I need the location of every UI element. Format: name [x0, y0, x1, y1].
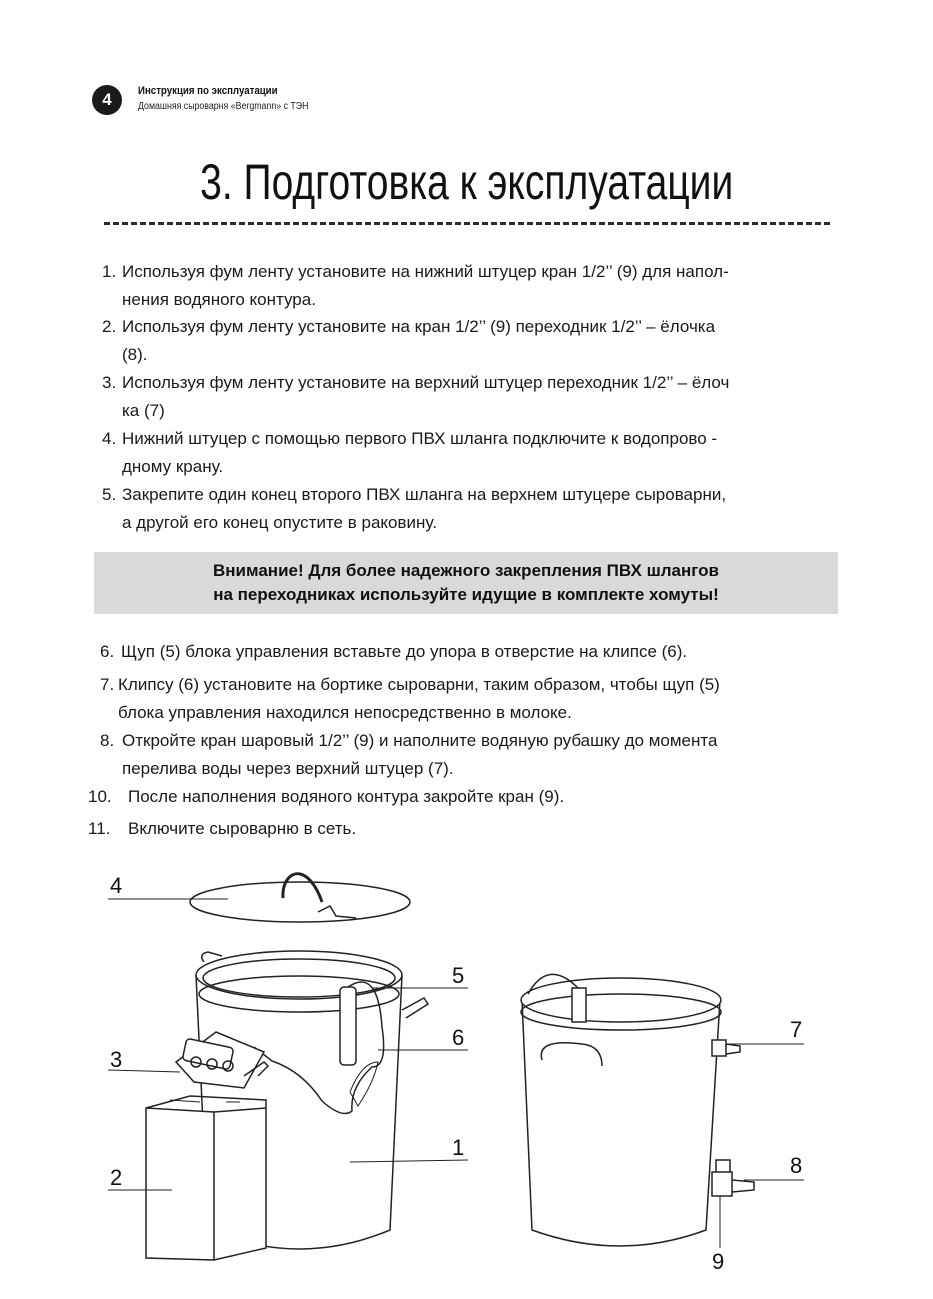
- step-item: [102, 369, 842, 425]
- lid-drawing: [190, 874, 410, 922]
- attention-line-1: Внимание! Для более надежного закрепления ПВХ шлангов: [213, 561, 719, 580]
- step-number: 10.: [88, 787, 112, 806]
- step-number: 4.: [102, 429, 117, 448]
- step-text: Нижний штуцер с помощью первого ПВХ шланга подключите к водопрово - дному крану.: [122, 429, 718, 476]
- step-text: Клипсу (6) установите на бортике сыроварни, таким образом, чтобы щуп (5) блока управления находился непосредственно в молоке.: [118, 675, 720, 722]
- cheese-maker-illustration: [0, 860, 933, 1299]
- callout-pot: 1: [452, 1135, 465, 1160]
- callout-control-unit: 3: [110, 1047, 123, 1072]
- step-text: Щуп (5) блока управления вставьте до упора в отверстие на клипсе (6).: [121, 642, 688, 661]
- page-number-badge: 4: [92, 85, 122, 115]
- attention-box: [94, 552, 838, 614]
- step-item: [100, 671, 840, 727]
- step-number: 8.: [100, 731, 115, 750]
- header-product-name: Домашняя сыроварня «Bergmann» с ТЭН: [138, 101, 309, 112]
- step-item: [102, 313, 842, 369]
- title-divider: [104, 222, 830, 225]
- step-item: [102, 425, 842, 481]
- step-number: 2.: [102, 317, 117, 336]
- callout-valve: 9: [712, 1249, 725, 1274]
- section-title: [0, 150, 933, 214]
- running-header: [138, 84, 332, 114]
- callout-lower-adapter: 8: [790, 1153, 803, 1178]
- callout-upper-fitting: 7: [790, 1017, 803, 1042]
- right-pot-drawing: [521, 974, 754, 1246]
- step-text: Включите сыроварню в сеть.: [128, 819, 357, 838]
- step-number: 7.: [100, 675, 115, 694]
- callout-clip: 6: [452, 1025, 465, 1050]
- step-number: 6.: [100, 642, 115, 661]
- base-box-drawing: [146, 1096, 266, 1260]
- step-item: [102, 258, 842, 314]
- step-item: [102, 481, 842, 537]
- step-text: Используя фум ленту установите на нижний штуцер кран 1/2’’ (9) для напол- нения водяного контура.: [122, 262, 729, 309]
- step-text: Используя фум ленту установите на кран 1/2’’ (9) переходник 1/2’’ – ёлочка (8).: [122, 317, 716, 364]
- header-manual-title: Инструкция по эксплуатации: [138, 85, 278, 97]
- step-number: 11.: [88, 819, 111, 838]
- attention-line-2: на переходниках используйте идущие в комплекте хомуты!: [213, 585, 719, 604]
- callout-lid: 4: [110, 873, 123, 898]
- step-item: [100, 638, 840, 666]
- step-item: [88, 783, 838, 811]
- step-text: Закрепите один конец второго ПВХ шланга на верхнем штуцере сыроварни, а другой его конец опустите в раковину.: [122, 485, 727, 532]
- step-number: 3.: [102, 373, 117, 392]
- step-text: Используя фум ленту установите на верхний штуцер переходник 1/2’’ – ёлоч ка (7): [122, 373, 730, 420]
- step-item: [88, 815, 838, 843]
- callout-probe: 5: [452, 963, 465, 988]
- step-text: Откройте кран шаровый 1/2’’ (9) и наполните водяную рубашку до момента перелива воды через верхний штуцер (7).: [122, 731, 718, 778]
- step-item: [100, 727, 840, 783]
- section-title-text: 3. Подготовка к эксплуатации: [199, 154, 734, 210]
- step-number: 5.: [102, 485, 117, 504]
- step-text: После наполнения водяного контура закройте кран (9).: [128, 787, 565, 806]
- step-number: 1.: [102, 262, 117, 281]
- callout-box: 2: [110, 1165, 123, 1190]
